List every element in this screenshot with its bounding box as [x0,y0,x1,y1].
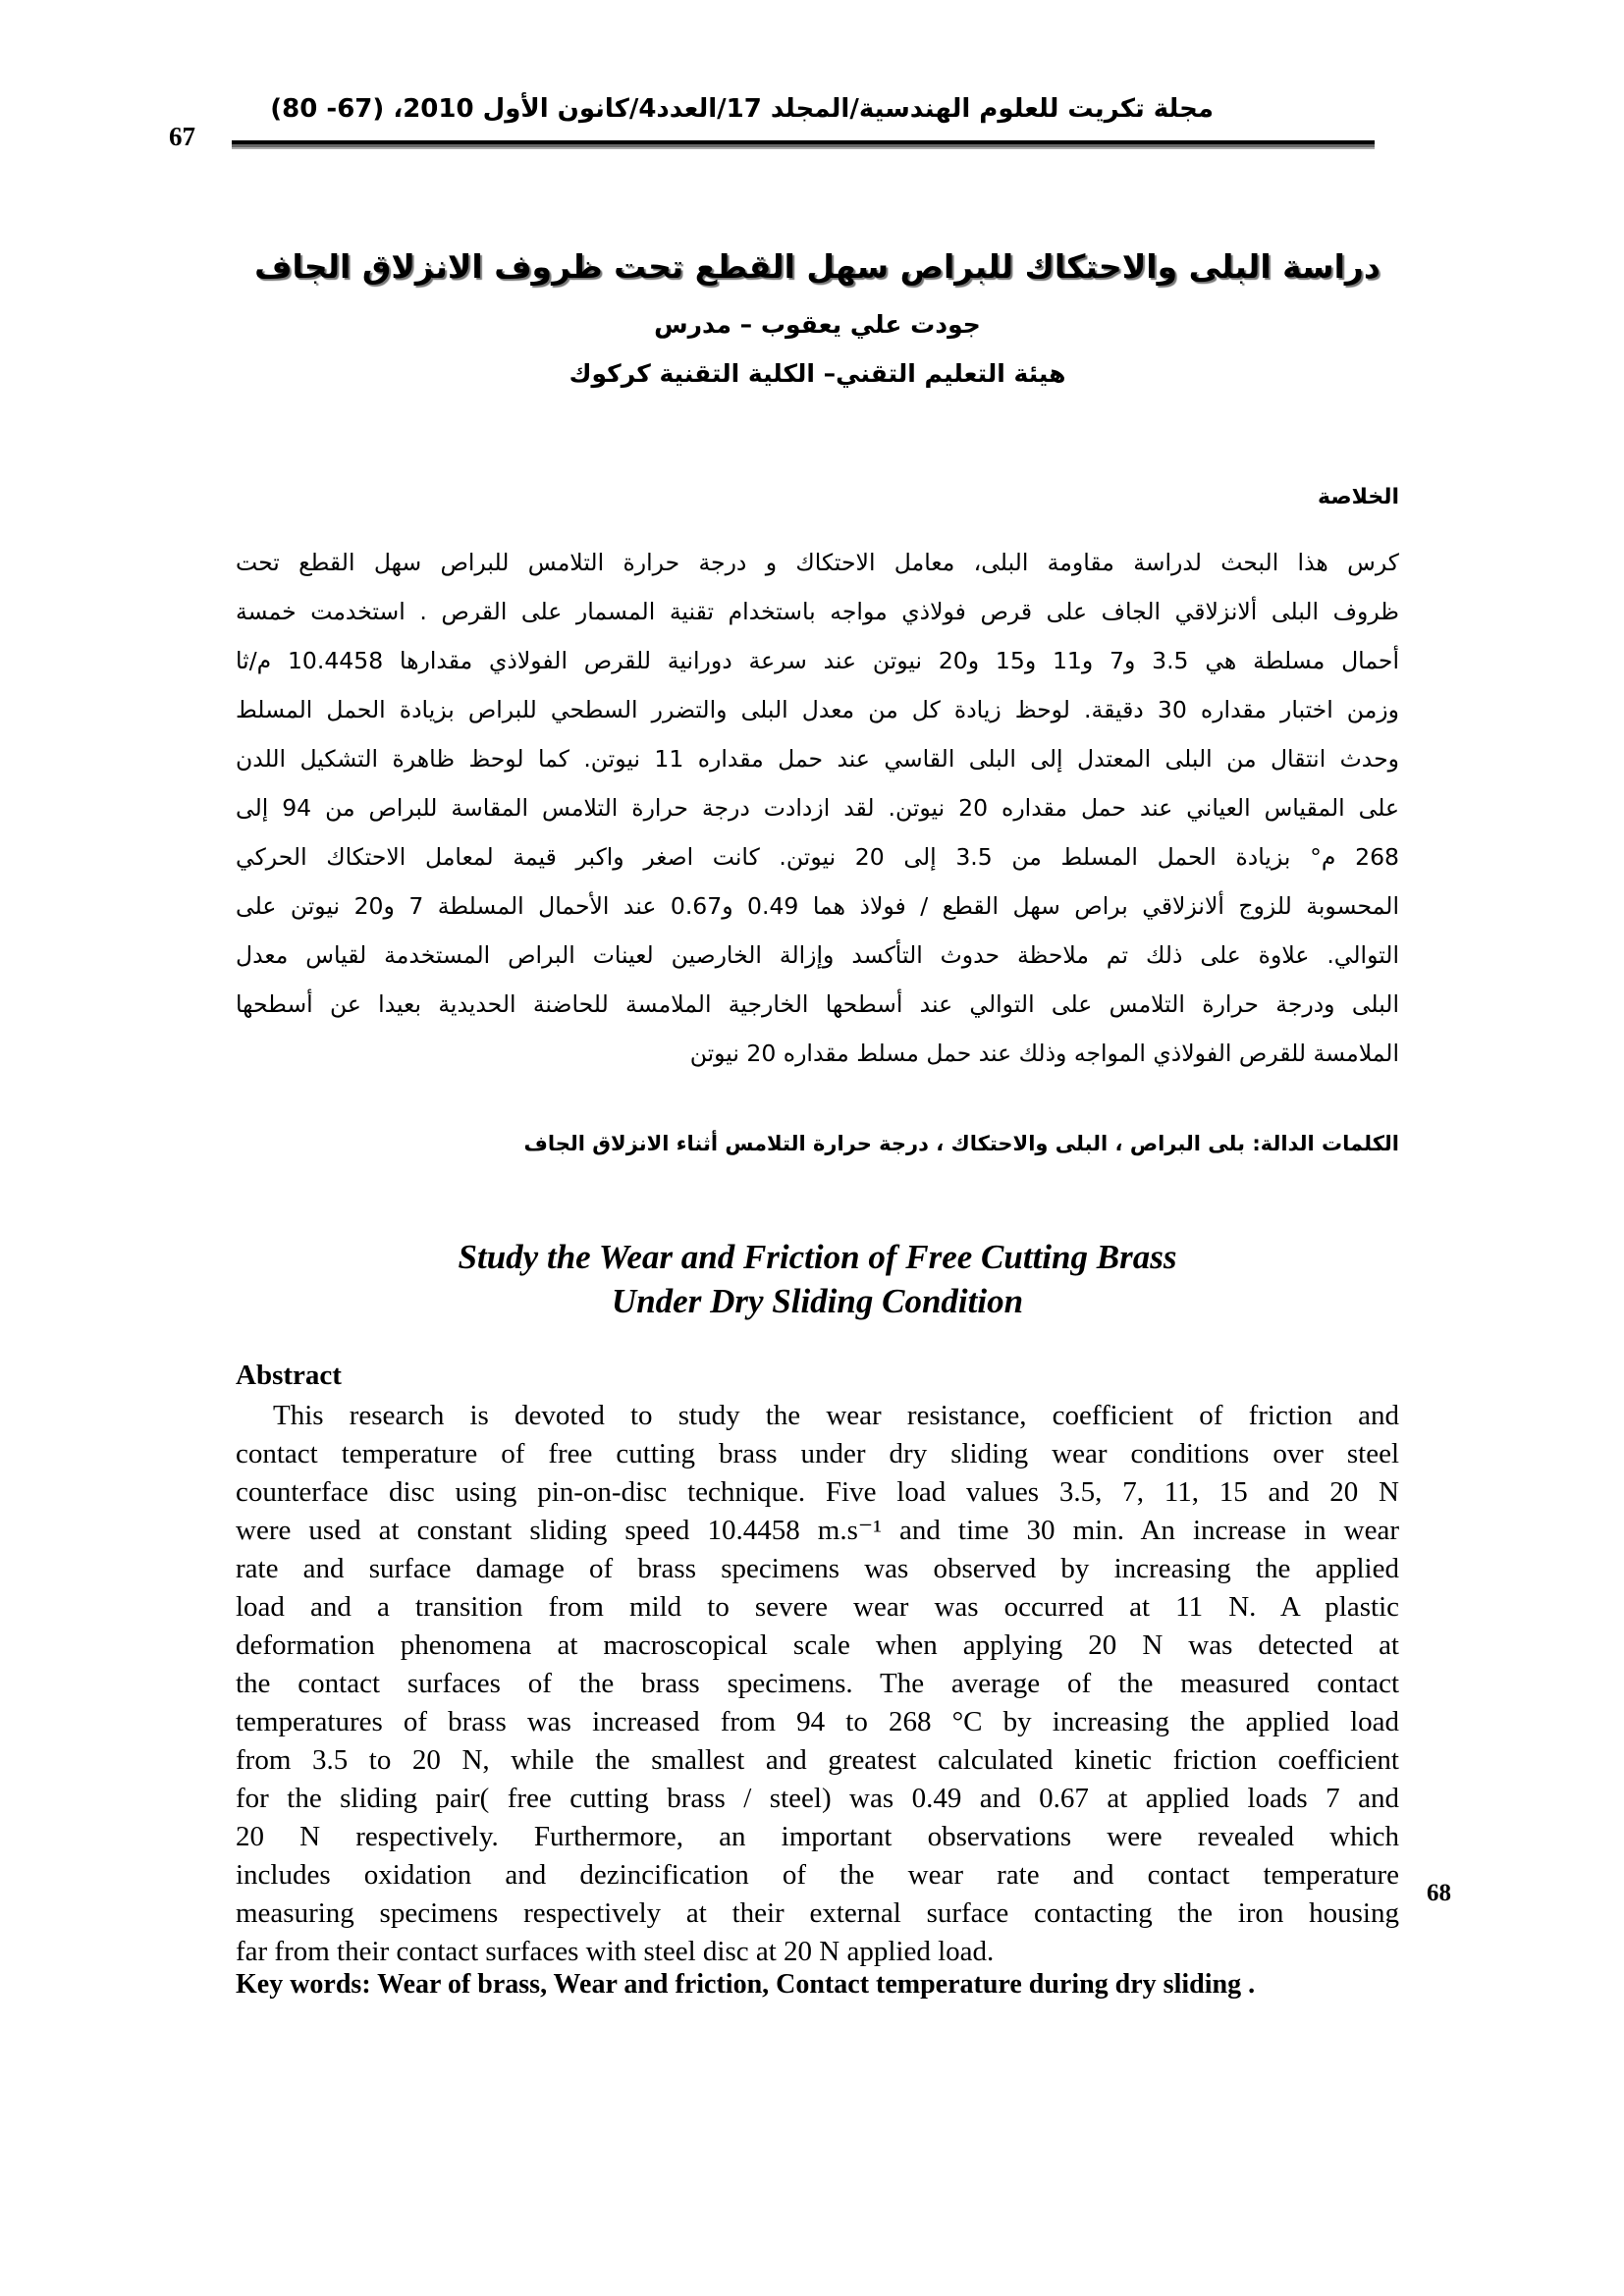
english-abstract-line: 20 N respectively. Furthermore, an important observations were revealed which [236,1821,1399,1852]
arabic-abstract-line: المحسوبة للزوج ألانزلاقي براص سهل القطع / فولاذ هما 0.49 و0.67 عند الأحمال المسلطة 7 و20 نيوتن على [236,892,1399,920]
english-title [236,1235,1399,1323]
english-abstract-line: counterface disc using pin-on-disc technique. Five load values 3.5, 7, 11, 15 and 20 N [236,1476,1399,1508]
arabic-title: دراسة البلى والاحتكاك للبراص سهل القطع تحت ظروف الانزلاق الجاف [254,247,1380,286]
arabic-abstract-line: وزمن اختبار مقداره 30 دقيقة. لوحظ زيادة كل من معدل البلى والتضرر السطحي للبراص بزيادة الحمل المسلط [236,696,1399,723]
english-abstract-line: for the sliding pair( free cutting brass / steel) was 0.49 and 0.67 at applied loads 7 and [236,1783,1399,1814]
arabic-keywords: الكلمات الدالة: بلى البراص ، البلى والاحتكاك ، درجة حرارة التلامس أثناء الانزلاق الجاف [523,1132,1399,1155]
page-number-side: 68 [1427,1880,1451,1906]
english-title-line2: Under Dry Sliding Condition [611,1282,1024,1320]
journal-header: مجلة تكريت للعلوم الهندسية/المجلد 17/العدد4/كانون الأول 2010، (67- 80) [270,94,1214,124]
english-abstract-line: were used at constant sliding speed 10.4458 m.s⁻¹ and time 30 min. An increase in wear [236,1515,1399,1546]
english-abstract-line: from 3.5 to 20 N, while the smallest and greatest calculated kinetic friction coefficient [236,1744,1399,1776]
arabic-abstract-line: ظروف البلى ألانزلاقي الجاف على قرص فولاذي مواجه باستخدام تقنية المسمار على القرص . استخدمت خمسة [236,598,1399,625]
arabic-abstract-line: 268 م° بزيادة الحمل المسلط من 3.5 إلى 20 نيوتن. كانت اصغر واكبر قيمة لمعامل الاحتكاك الحركي [236,843,1399,871]
arabic-affiliation: هيئة التعليم التقني– الكلية التقنية كركوك [568,359,1066,388]
english-abstract-line: rate and surface damage of brass specimens was observed by increasing the applied [236,1553,1399,1584]
english-abstract-heading: Abstract [236,1360,342,1391]
english-abstract-body [236,1397,1399,1971]
english-abstract-line: load and a transition from mild to severe wear was occurred at 11 N. A plastic [236,1591,1399,1623]
arabic-author: جودت علي يعقوب – مدرس [654,310,981,339]
english-abstract-line: the contact surfaces of the brass specimens. The average of the measured contact [236,1668,1399,1699]
arabic-abstract-heading: الخلاصة [1318,485,1399,509]
arabic-abstract-line: وحدث انتقال من البلى المعتدل إلى البلى القاسي عند حمل مقداره 11 نيوتن. كما لوحظ ظاهرة التشكيل اللدن [236,745,1399,773]
arabic-abstract-line: التوالي. علاوة على ذلك تم ملاحظة حدوث التأكسد وإزالة الخارصين لعينات البراص المستخدمة لقياس معدل [236,941,1399,969]
header-rule [232,140,1375,149]
arabic-abstract-body [236,538,1399,1078]
arabic-abstract-line: كرس هذا البحث لدراسة مقاومة البلى، معامل الاحتكاك و درجة حرارة التلامس للبراص سهل القطع تحت [236,549,1399,576]
english-abstract-line: This research is devoted to study the wear resistance, coefficient of friction and [273,1400,1399,1431]
english-abstract-line: contact temperature of free cutting brass under dry sliding wear conditions over steel [236,1438,1399,1469]
english-abstract-line: measuring specimens respectively at their external surface contacting the iron housing [236,1897,1399,1929]
arabic-abstract-line: الملامسة للقرص الفولاذي المواجه وذلك عند حمل مسلط مقداره 20 نيوتن [689,1040,1399,1067]
arabic-abstract-line: أحمال مسلطة هي 3.5 و7 و11 و15 و20 نيوتن عند سرعة دورانية للقرص الفولاذي مقدارها 10.4458 م/ثا [236,647,1399,674]
english-title-line1: Study the Wear and Friction of Free Cutting Brass [458,1238,1177,1276]
english-abstract-line: deformation phenomena at macroscopical scale when applying 20 N was detected at [236,1629,1399,1661]
page-number-top: 67 [169,122,195,151]
english-abstract-line: far from their contact surfaces with steel disc at 20 N applied load. [236,1936,995,1967]
english-abstract-line: includes oxidation and dezincification of the wear rate and contact temperature [236,1859,1399,1891]
arabic-abstract-line: البلى ودرجة حرارة التلامس على التوالي عند أسطحها الخارجية الملامسة للحاضنة الحديدية بعيدا عن أسطحها [236,990,1399,1018]
english-abstract-line: temperatures of brass was increased from 94 to 268 °C by increasing the applied load [236,1706,1399,1737]
arabic-abstract-line: على المقياس العياني عند حمل مقداره 20 نيوتن. لقد ازدادت درجة حرارة التلامس المقاسة للبراص من 94 إلى [236,794,1400,822]
english-keywords: Key words: Wear of brass, Wear and friction, Contact temperature during dry sliding . [236,1969,1256,2000]
